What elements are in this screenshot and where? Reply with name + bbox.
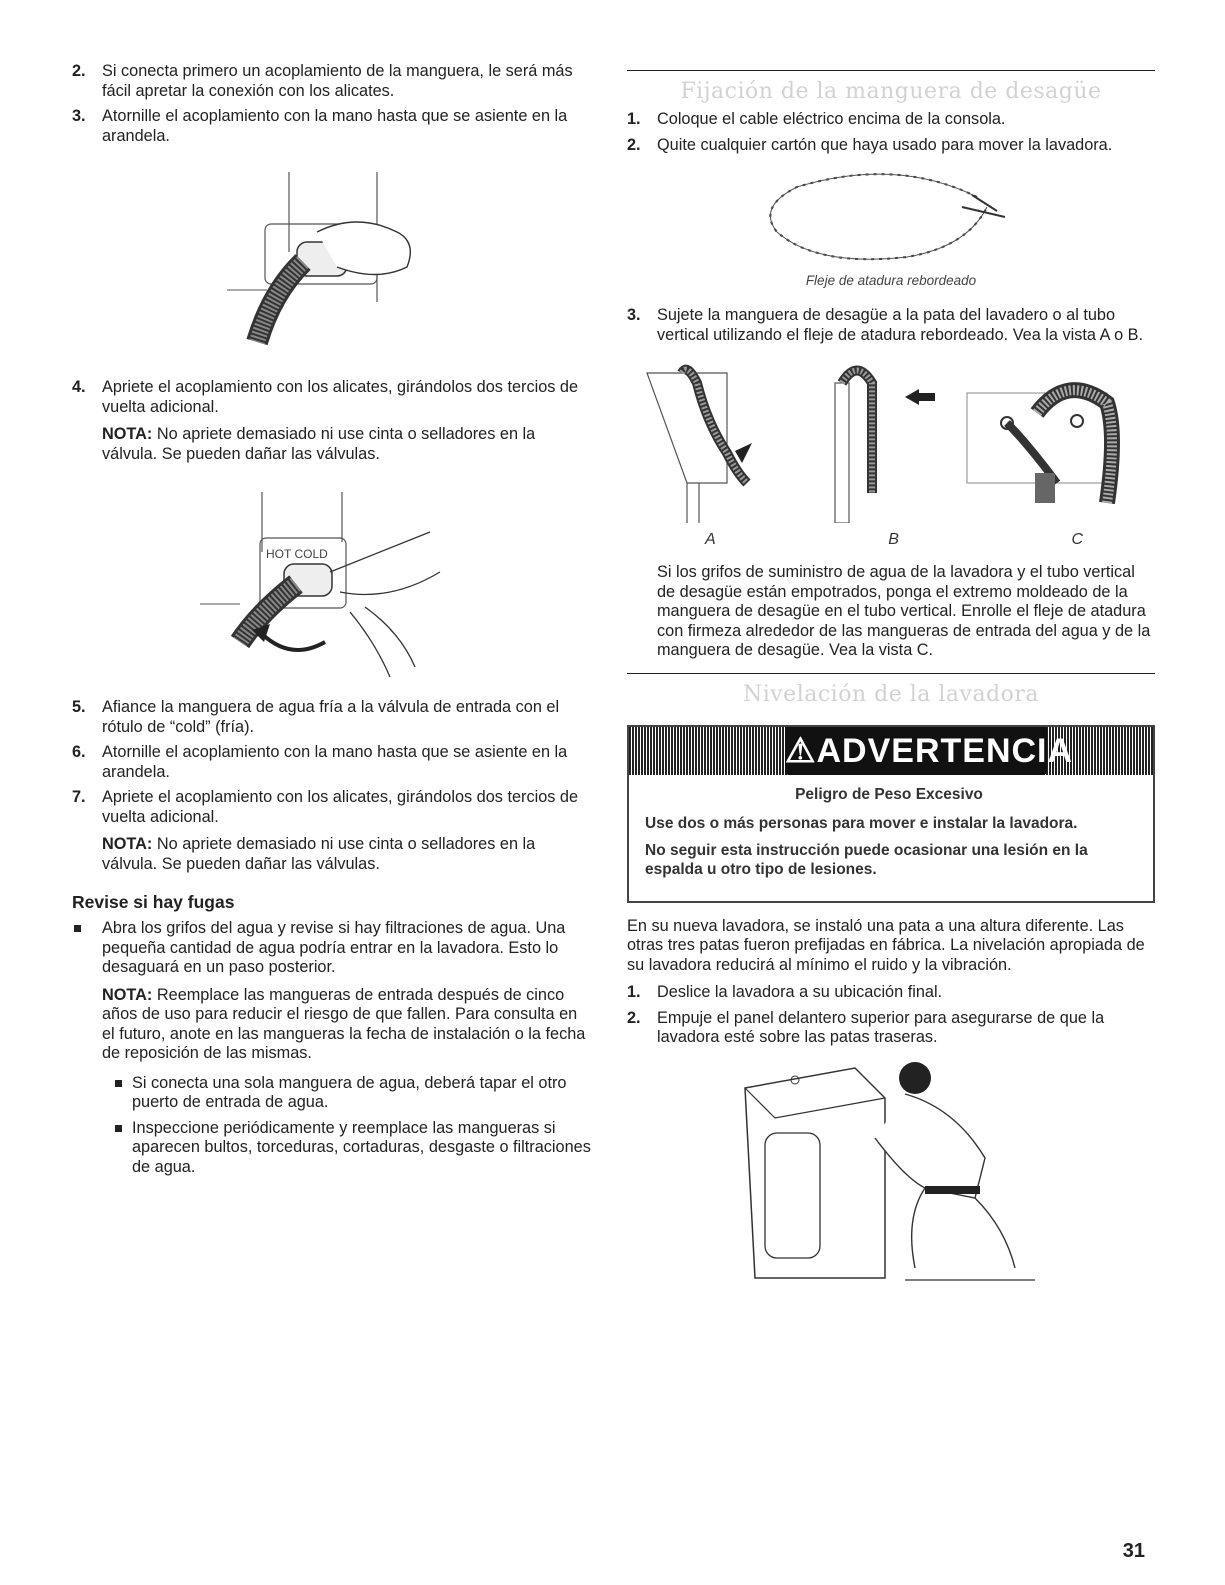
section-title-leveling: Nivelación de la lavadora <box>742 681 1040 707</box>
warning-heading: ⚠ADVERTENCIA <box>785 727 1047 775</box>
leaks-bullet: Abra los grifos del agua y revise si hay filtraciones de agua. Una pequeña cantidad de agua podría entrar en la lavadora. Esto lo desaguará en un paso posterior. <box>72 919 592 978</box>
sub-bullet-2: Inspeccione periódicamente y reemplace las mangueras si aparecen bultos, torceduras, cortaduras, desgaste o filtraciones de agua. <box>72 1119 592 1178</box>
warning-header <box>629 727 1153 775</box>
nota-2: NOTA: No apriete demasiado ni use cinta o selladores en la válvula. Se pueden dañar las válvulas. <box>102 835 536 873</box>
section-title-drain-hose: Fijación de la manguera de desagüe <box>680 79 1102 104</box>
drain-step-1: 1. Coloque el cable eléctrico encima de la consola. <box>627 110 1006 128</box>
step-6: 6. Atornille el acoplamiento con la mano hasta que se asiente en la arandela. <box>72 743 568 781</box>
view-label-c: C <box>1071 531 1083 548</box>
drain-step-2: 2. Quite cualquier cartón que haya usado para mover la lavadora. <box>627 135 1113 154</box>
step-4: 4. Apriete el acoplamiento con los alicates, girándolos dos tercios de vuelta adicional. <box>72 378 579 416</box>
right-column <box>627 70 1155 1288</box>
valve-label: HOT COLD <box>266 547 328 561</box>
drain-step-3: 3. Sujete la manguera de desagüe a la pata del lavadero o al tubo vertical utilizando el fleje de atadura rebordeado. Vea la vista A o B. <box>627 306 1144 344</box>
step-7: 7. Apriete el acoplamiento con los alicates, girándolos dos tercios de vuelta adicional. <box>72 788 579 826</box>
bullet-square <box>115 1125 122 1132</box>
level-step-2: 2. Empuje el panel delantero superior para asegurarse de que la lavadora esté sobre las patas traseras. <box>627 1008 1105 1046</box>
step-5: 5. Afiance la manguera de agua fría a la válvula de entrada con el rótulo de “cold” (fría). <box>72 698 560 736</box>
warning-title: Peligro de Peso Excesivo <box>795 785 983 803</box>
leveling-paragraph: En su nueva lavadora, se instaló una pata a una altura diferente. Las otras tres patas fueron prefijadas en fábrica. La nivelación apropiada de su lavadora reducirá al mínimo el ruido y la vibración. <box>627 916 1145 974</box>
left-column <box>72 62 592 1183</box>
level-step-1: 1. Deslice la lavadora a su ubicación final. <box>627 983 943 1001</box>
view-label-b: B <box>888 531 899 548</box>
hand-tighten-illustration <box>217 172 457 352</box>
strap-caption: Fleje de atadura rebordeado <box>805 273 977 288</box>
push-washer-illustration <box>735 1058 1045 1288</box>
bullet-square <box>115 1080 122 1087</box>
bullet-square <box>74 925 81 932</box>
section-divider <box>627 70 1155 71</box>
nota-3: NOTA: Reemplace las mangueras de entrada después de cinco años de uso para reducir el riesgo de que fallen. Para consulta en el futuro, anote en las mangueras la fecha de instalación o la fecha de reposición de las mismas. <box>102 985 586 1062</box>
view-label-a: A <box>705 531 716 548</box>
nota-1: NOTA: No apriete demasiado ni use cinta o selladores en la válvula. Se pueden dañar las válvulas. <box>102 425 536 463</box>
warning-body <box>629 775 1153 901</box>
beaded-strap-illustration <box>757 167 1017 267</box>
view-labels <box>627 531 1155 549</box>
warning-line-1: Use dos o más personas para mover e instalar la lavadora. <box>645 814 1078 832</box>
views-abc-illustration <box>627 363 1155 523</box>
warning-box <box>627 725 1155 903</box>
warning-line-2: No seguir esta instrucción puede ocasionar una lesión en la espalda u otro tipo de lesiones. <box>645 841 1088 878</box>
warning-triangle-icon: ⚠ <box>785 731 817 770</box>
page-number: 31 <box>1122 1540 1145 1562</box>
step-2: 2. Si conecta primero un acoplamiento de la manguera, le será más fácil apretar la conexión con los alicates. <box>72 62 573 100</box>
sub-bullet-1: Si conecta una sola manguera de agua, deberá tapar el otro puerto de entrada de agua. <box>72 1074 592 1113</box>
step-3: 3. Atornille el acoplamiento con la mano hasta que se asiente en la arandela. <box>72 107 568 145</box>
pliers-tighten-illustration <box>200 492 480 682</box>
view-c-paragraph: Si los grifos de suministro de agua de la lavadora y el tubo vertical de desagüe están empotrados, ponga el extremo moldeado de la manguera de desagüe en el tubo vertical. Enrolle el fleje de atadura con firmeza alrededor de las mangueras de entrada del agua y de la manguera de desagüe. Vea la vista C. <box>657 563 1151 659</box>
leaks-heading: Revise si hay fugas <box>72 892 235 912</box>
section-divider <box>627 673 1155 674</box>
